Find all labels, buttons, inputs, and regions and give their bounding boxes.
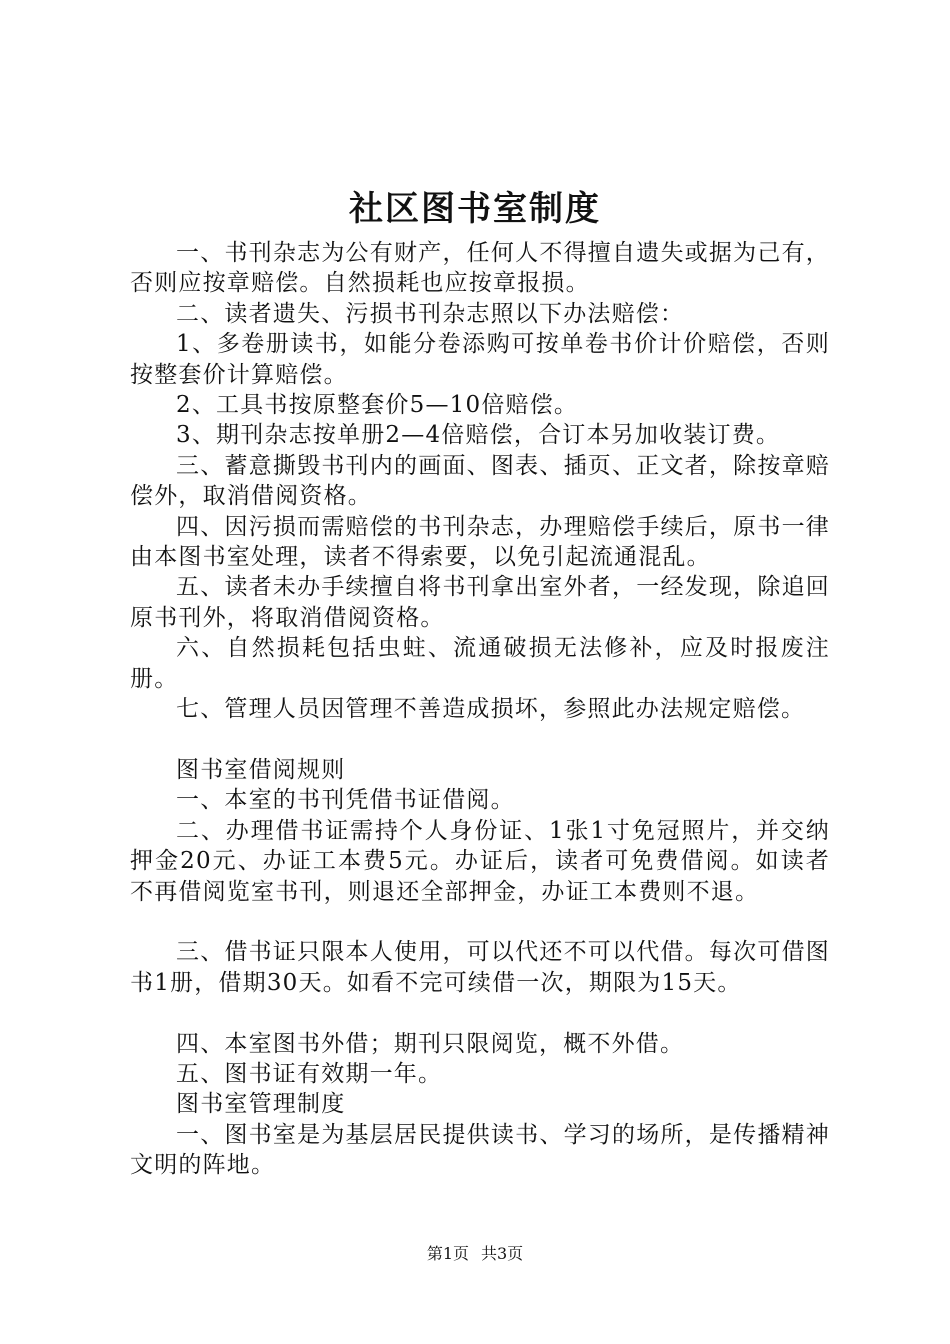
- section-heading-borrowing-rules: 图书室借阅规则: [176, 756, 346, 783]
- blank-line: [130, 907, 830, 937]
- paragraph-6: 三、蓄意撕毁书刊内的画面、图表、插页、正文者，除按章赔偿外，取消借阅资格。: [130, 452, 830, 510]
- paragraph-1: 一、书刊杂志为公有财产，任何人不得擅自遗失或据为己有，否则应按章赔偿。自然损耗也应按章报损。: [130, 240, 830, 297]
- page-footer: [0, 1243, 950, 1265]
- page-number: 第1页: [426, 1244, 469, 1263]
- document-title: 社区图书室制度: [349, 189, 601, 229]
- paragraph-7: 四、因污损而需赔偿的书刊杂志，办理赔偿手续后，原书一律由本图书室处理，读者不得索要，以免引起流通混乱。: [130, 513, 830, 571]
- paragraph-8: 五、读者未办手续擅自将书刊拿出室外者，一经发现，除追回原书刊外，将取消借阅资格。: [130, 574, 830, 631]
- paragraph-9: 六、自然损耗包括虫蛀、流通破损无法修补，应及时报废注册。: [130, 635, 830, 692]
- paragraph-16: 一、图书室是为基层居民提供读书、学习的场所，是传播精神文明的阵地。: [130, 1121, 830, 1179]
- paragraph-11: 一、本室的书刊凭借书证借阅。: [176, 787, 515, 814]
- section-heading-management-rules: 图书室管理制度: [176, 1091, 346, 1118]
- paragraph-5: 3、期刊杂志按单册2—4倍赔偿，合订本另加收装订费。: [176, 422, 781, 449]
- paragraph-13: 三、借书证只限本人使用，可以代还不可以代借。每次可借图书1册，借期30天。如看不完可续借一次，期限为15天。: [130, 939, 830, 996]
- paragraph-3: 1、多卷册读书，如能分卷添购可按单卷书价计价赔偿，否则按整套价计算赔偿。: [130, 331, 830, 388]
- document-body: [130, 238, 830, 1181]
- paragraph-4: 2、工具书按原整套价5—10倍赔偿。: [176, 392, 579, 419]
- paragraph-10: 七、管理人员因管理不善造成损坏，参照此办法规定赔偿。: [176, 696, 806, 723]
- paragraph-2: 二、读者遗失、污损书刊杂志照以下办法赔偿：: [176, 300, 685, 327]
- blank-line: [130, 998, 830, 1028]
- paragraph-14: 四、本室图书外借；期刊只限阅览，概不外借。: [176, 1030, 685, 1057]
- paragraph-15: 五、图书证有效期一年。: [176, 1060, 443, 1087]
- page-total: 共3页: [481, 1244, 524, 1263]
- blank-line: [130, 725, 830, 755]
- paragraph-12: 二、办理借书证需持个人身份证、1张1寸免冠照片，并交纳押金20元、办证工本费5元。办证后，读者可免费借阅。如读者不再借阅览室书刊，则退还全部押金，办证工本费则不退。: [130, 817, 830, 905]
